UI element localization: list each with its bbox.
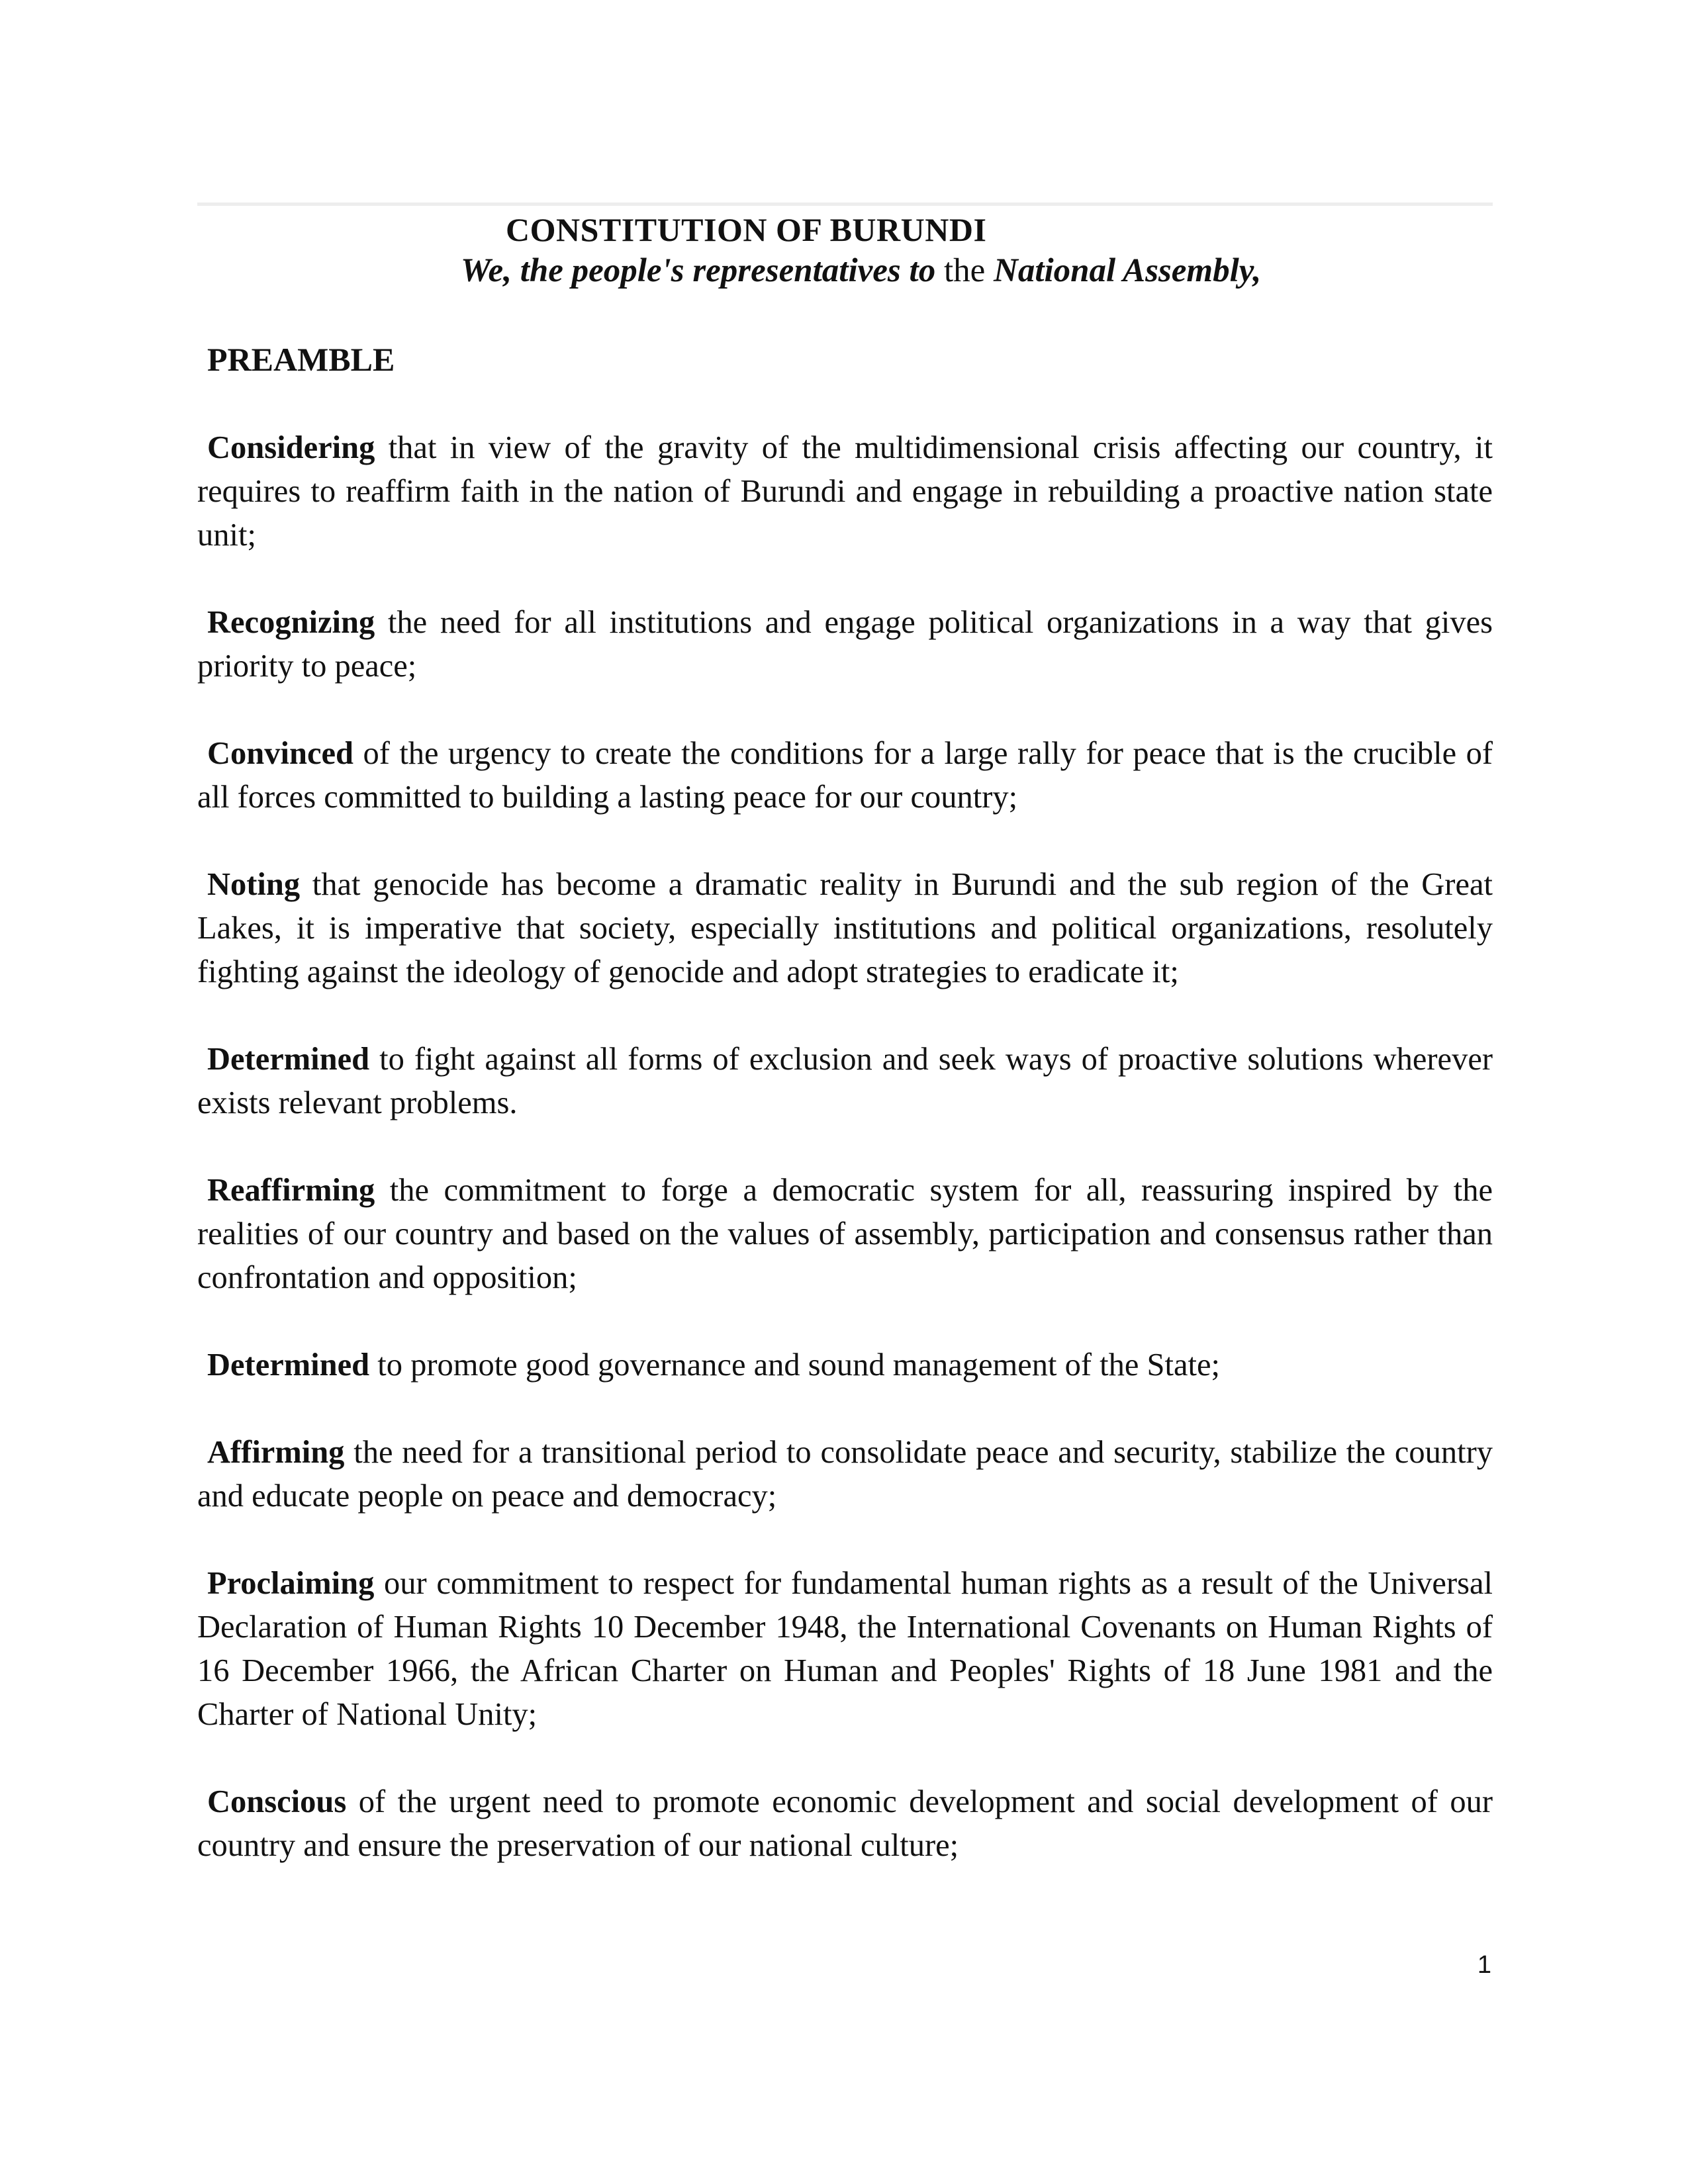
preamble-paragraph xyxy=(197,601,1493,688)
paragraph-text: our commitment to respect for fundamental human rights as a result of the Universal Declaration of Human Rights 10 December 1948, the International Covenants on Human Rights of 16 December 1966, the African Charter on Human and Peoples' Rights of 18 June 1981 and the Charter of National Unity; xyxy=(197,1566,1493,1732)
top-divider xyxy=(197,203,1493,206)
subtitle-part-3: National Assembly, xyxy=(994,252,1262,289)
paragraph-text: to fight against all forms of exclusion and seek ways of proactive solutions wherever exists relevant problems. xyxy=(197,1042,1493,1120)
paragraph-text: the need for all institutions and engage political organizations in a way that gives priority to peace; xyxy=(197,605,1493,684)
paragraph-lead-word: Determined xyxy=(207,1042,370,1077)
paragraph-lead-word: Considering xyxy=(207,430,375,465)
section-heading-preamble: PREAMBLE xyxy=(207,341,395,378)
preamble-paragraph xyxy=(197,1780,1493,1868)
paragraph-lead-word: Reaffirming xyxy=(207,1173,375,1208)
paragraph-text: the commitment to forge a democratic system for all, reassuring inspired by the realities of our country and based on the values of assembly, participation and consensus rather than confrontation and opposition; xyxy=(197,1173,1493,1295)
subtitle-part-2: the xyxy=(935,252,994,289)
preamble-body xyxy=(197,426,1493,1911)
preamble-paragraph xyxy=(197,863,1493,994)
paragraph-text: the need for a transitional period to consolidate peace and security, stabilize the country and educate people on peace and democracy; xyxy=(197,1435,1493,1514)
paragraph-text: that in view of the gravity of the multidimensional crisis affecting our country, it requires to reaffirm faith in the nation of Burundi and engage in rebuilding a proactive nation state unit; xyxy=(197,430,1493,553)
paragraph-lead-word: Conscious xyxy=(207,1784,347,1819)
document-title: CONSTITUTION OF BURUNDI xyxy=(506,211,987,248)
paragraph-lead-word: Convinced xyxy=(207,736,353,771)
preamble-paragraph xyxy=(197,1038,1493,1125)
paragraph-lead-word: Noting xyxy=(207,867,301,902)
page-number: 1 xyxy=(1477,1951,1491,1979)
subtitle-part-1: We, the people's representatives to xyxy=(461,252,936,289)
paragraph-text: of the urgency to create the conditions for a large rally for peace that is the crucible of all forces committed to building a lasting peace for our country; xyxy=(197,736,1493,815)
paragraph-lead-word: Proclaiming xyxy=(207,1566,375,1601)
preamble-paragraph xyxy=(197,1343,1493,1387)
paragraph-lead-word: Determined xyxy=(207,1347,370,1383)
preamble-paragraph xyxy=(197,732,1493,819)
preamble-paragraph xyxy=(197,1562,1493,1737)
paragraph-text: that genocide has become a dramatic reality in Burundi and the sub region of the Great Lakes, it is imperative that society, especially institutions and political organizations, resolutely fighting against the ideology of genocide and adopt strategies to eradicate it; xyxy=(197,867,1493,989)
preamble-paragraph xyxy=(197,1169,1493,1300)
preamble-paragraph xyxy=(197,1431,1493,1518)
document-subtitle xyxy=(461,251,1261,290)
paragraph-text: to promote good governance and sound management of the State; xyxy=(369,1347,1221,1383)
paragraph-lead-word: Affirming xyxy=(207,1435,345,1470)
paragraph-text: of the urgent need to promote economic development and social development of our country and ensure the preservation of our national culture; xyxy=(197,1784,1493,1863)
paragraph-lead-word: Recognizing xyxy=(207,605,375,640)
preamble-paragraph xyxy=(197,426,1493,557)
